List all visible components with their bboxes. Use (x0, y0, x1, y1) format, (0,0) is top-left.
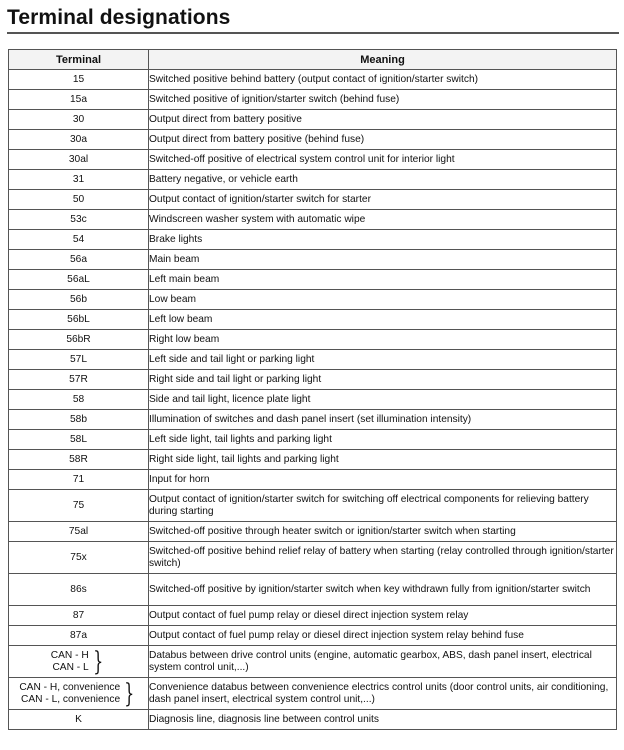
terminal-cell: 50 (9, 190, 149, 210)
table-row (9, 250, 617, 270)
column-header-terminal: Terminal (9, 50, 149, 70)
table-row (9, 230, 617, 250)
title-underline (7, 32, 619, 34)
terminal-line: CAN - L, convenience (21, 693, 121, 705)
table-row (9, 606, 617, 626)
meaning-cell: Right side light, tail lights and parking light (149, 450, 617, 470)
table-row (9, 678, 617, 710)
terminal-cell: 15 (9, 70, 149, 90)
table-row (9, 150, 617, 170)
terminal-cell: 57L (9, 350, 149, 370)
terminal-cell: 56bL (9, 310, 149, 330)
meaning-cell: Left main beam (149, 270, 617, 290)
meaning-cell: Output contact of fuel pump relay or diesel direct injection system relay behind fuse (149, 626, 617, 646)
terminal-group (19, 678, 137, 709)
table-row (9, 90, 617, 110)
meaning-cell: Left side light, tail lights and parking light (149, 430, 617, 450)
meaning-cell: Left low beam (149, 310, 617, 330)
meaning-cell: Input for horn (149, 470, 617, 490)
page-title: Terminal designations (7, 6, 231, 29)
terminal-cell: K (9, 710, 149, 730)
table-row (9, 522, 617, 542)
meaning-cell: Low beam (149, 290, 617, 310)
table-body (9, 70, 617, 730)
meaning-cell: Output direct from battery positive (behind fuse) (149, 130, 617, 150)
table-row (9, 390, 617, 410)
table-row (9, 710, 617, 730)
terminal-cell: 87a (9, 626, 149, 646)
meaning-cell: Side and tail light, licence plate light (149, 390, 617, 410)
table-row (9, 110, 617, 130)
terminal-cell: 58 (9, 390, 149, 410)
meaning-cell: Main beam (149, 250, 617, 270)
table-row (9, 574, 617, 606)
terminal-cell: 58R (9, 450, 149, 470)
meaning-cell: Diagnosis line, diagnosis line between control units (149, 710, 617, 730)
table-row (9, 542, 617, 574)
terminal-line: CAN - H (50, 649, 89, 661)
terminal-cell: 30a (9, 130, 149, 150)
terminal-cell: 53c (9, 210, 149, 230)
terminal-cell: 87 (9, 606, 149, 626)
table-row (9, 410, 617, 430)
terminal-cell: 57R (9, 370, 149, 390)
terminal-cell: 56b (9, 290, 149, 310)
terminal-table (8, 49, 617, 730)
meaning-cell: Output contact of ignition/starter switch for starter (149, 190, 617, 210)
meaning-cell: Switched-off positive behind relief relay of battery when starting (relay controlled through ignition/starter switch) (149, 542, 617, 574)
table-row (9, 290, 617, 310)
table-row (9, 130, 617, 150)
meaning-cell: Brake lights (149, 230, 617, 250)
table-row (9, 210, 617, 230)
table-row (9, 626, 617, 646)
terminal-cell: 54 (9, 230, 149, 250)
terminal-line: CAN - H, convenience (19, 681, 121, 693)
table-row (9, 470, 617, 490)
table-row (9, 350, 617, 370)
terminal-cell: 30al (9, 150, 149, 170)
table-row (9, 430, 617, 450)
table-row (9, 310, 617, 330)
table-row (9, 190, 617, 210)
terminal-cell: 56aL (9, 270, 149, 290)
terminal-cell: 75al (9, 522, 149, 542)
meaning-cell: Switched-off positive of electrical system control unit for interior light (149, 150, 617, 170)
meaning-cell: Left side and tail light or parking light (149, 350, 617, 370)
table-row (9, 330, 617, 350)
terminal-cell: 75x (9, 542, 149, 574)
table-row (9, 70, 617, 90)
table-row (9, 270, 617, 290)
terminal-cell (9, 646, 149, 678)
meaning-cell: Switched-off positive by ignition/starter switch when key withdrawn fully from ignition/starter switch (149, 574, 617, 606)
terminal-cell: 71 (9, 470, 149, 490)
column-header-meaning: Meaning (149, 50, 617, 70)
header-row (9, 50, 617, 70)
meaning-cell: Switched positive behind battery (output contact of ignition/starter switch) (149, 70, 617, 90)
table-row (9, 646, 617, 678)
table-row (9, 490, 617, 522)
meaning-cell: Switched positive of ignition/starter switch (behind fuse) (149, 90, 617, 110)
brace-glyph: } (124, 678, 135, 709)
table-row (9, 450, 617, 470)
meaning-cell: Output contact of fuel pump relay or diesel direct injection system relay (149, 606, 617, 626)
terminal-cell: 58L (9, 430, 149, 450)
terminal-cell: 75 (9, 490, 149, 522)
terminal-cell: 15a (9, 90, 149, 110)
brace-glyph: } (92, 646, 103, 677)
meaning-cell: Output contact of ignition/starter switch for switching off electrical components for relieving battery during starting (149, 490, 617, 522)
meaning-cell: Right side and tail light or parking light (149, 370, 617, 390)
meaning-cell: Windscreen washer system with automatic wipe (149, 210, 617, 230)
meaning-cell: Switched-off positive through heater switch or ignition/starter switch when starting (149, 522, 617, 542)
terminal-cell: 56bR (9, 330, 149, 350)
table-row (9, 170, 617, 190)
terminal-line: CAN - L (52, 661, 89, 673)
meaning-cell: Databus between drive control units (engine, automatic gearbox, ABS, dash panel insert, electrical system control unit,...) (149, 646, 617, 678)
terminal-group (50, 646, 106, 677)
meaning-cell: Convenience databus between convenience electrics control units (door control units, air conditioning, dash panel insert, electrical system control unit,...) (149, 678, 617, 710)
meaning-cell: Right low beam (149, 330, 617, 350)
terminal-cell: 56a (9, 250, 149, 270)
table-row (9, 370, 617, 390)
meaning-cell: Battery negative, or vehicle earth (149, 170, 617, 190)
terminal-cell (9, 678, 149, 710)
terminal-cell: 86s (9, 574, 149, 606)
terminal-cell: 30 (9, 110, 149, 130)
meaning-cell: Output direct from battery positive (149, 110, 617, 130)
terminal-cell: 31 (9, 170, 149, 190)
terminal-cell: 58b (9, 410, 149, 430)
meaning-cell: Illumination of switches and dash panel insert (set illumination intensity) (149, 410, 617, 430)
